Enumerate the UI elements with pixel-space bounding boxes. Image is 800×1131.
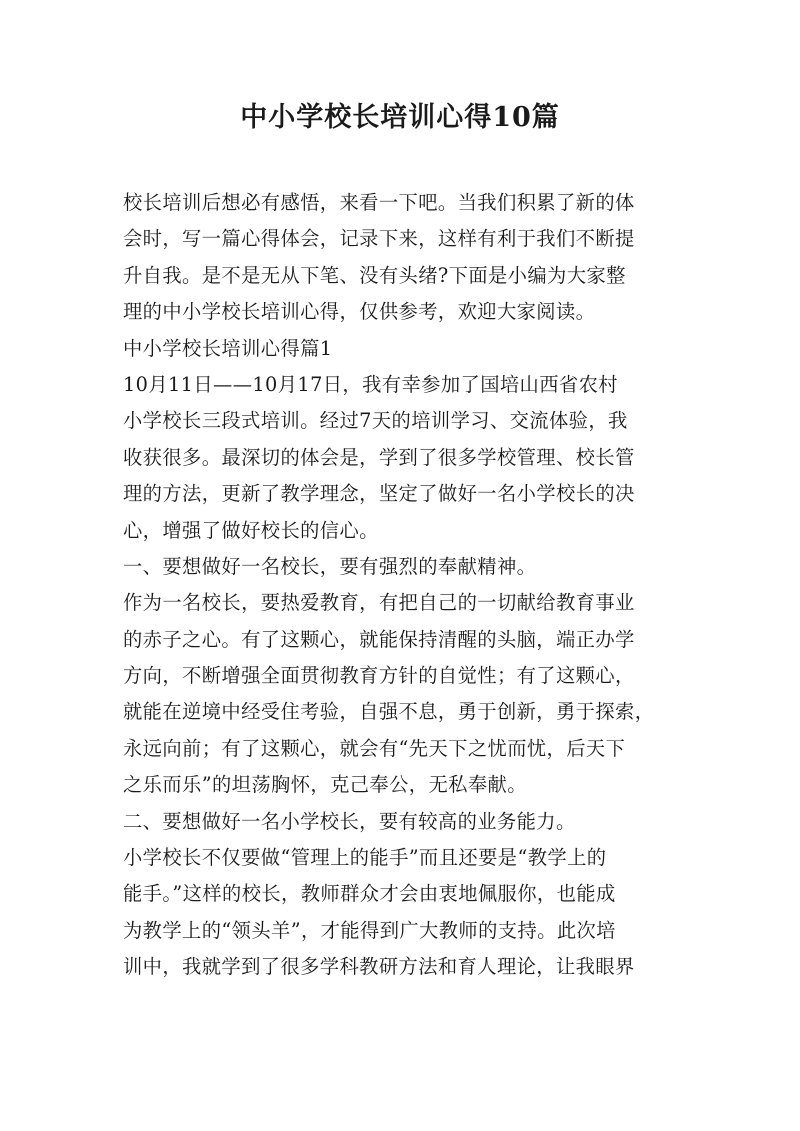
text-line: 就能在逆境中经受住考验，自强不息，勇于创新，勇于探索，	[123, 700, 655, 724]
text-line: 作为一名校长，要热爱教育，有把自己的一切献给教育事业	[123, 591, 635, 615]
text-line: 理的中小学校长培训心得，仅供参考，欢迎大家阅读。	[123, 300, 596, 324]
text-line: 训中，我就学到了很多学科教研方法和育人理论，让我眼界	[123, 955, 635, 979]
subsection-heading: 二、要想做好一名小学校长，要有较高的业务能力。	[123, 809, 576, 833]
text-line: 校长培训后想必有感悟，来看一下吧。当我们积累了新的体	[123, 191, 635, 214]
text-line: 永远向前；有了这颗心，就会有“先天下之忧而忧，后天下	[123, 736, 626, 760]
text-line: 为教学上的“领头羊”，才能得到广大教师的支持。此次培	[123, 918, 616, 942]
document-body	[123, 185, 693, 986]
text-line: 小学校长不仅要做“管理上的能手”而且还要是“教学上的	[123, 846, 607, 870]
text-line: 升自我。是不是无从下笔、没有头绪?下面是小编为大家整	[123, 263, 626, 287]
text-line: 10月11日——10月17日，我有幸参加了国培山西省农村	[123, 372, 618, 396]
document-title: 中小学校长培训心得10篇	[240, 102, 560, 133]
text-line: 收获很多。最深切的体会是，学到了很多学校管理、校长管	[123, 445, 635, 469]
text-line: 之乐而乐”的坦荡胸怀，克己奉公，无私奉献。	[123, 773, 527, 797]
text-line: 能手。”这样的校长，教师群众才会由衷地佩服你，也能成	[123, 882, 616, 906]
text-line: 理的方法，更新了教学理念，坚定了做好一名小学校长的决	[123, 482, 635, 506]
subsection-heading: 一、要想做好一名校长，要有强烈的奉献精神。	[123, 554, 537, 578]
text-line: 会时，写一篇心得体会，记录下来，这样有利于我们不断提	[123, 227, 635, 251]
section-heading: 中小学校长培训心得篇1	[123, 336, 333, 360]
text-line: 小学校长三段式培训。经过7天的培训学习、交流体验，我	[123, 409, 628, 433]
text-line: 的赤子之心。有了这颗心，就能保持清醒的头脑，端正办学	[123, 627, 635, 651]
text-line: 心，增强了做好校长的信心。	[123, 518, 379, 542]
text-line: 方向，不断增强全面贯彻教育方针的自觉性；有了这颗心，	[123, 664, 635, 688]
